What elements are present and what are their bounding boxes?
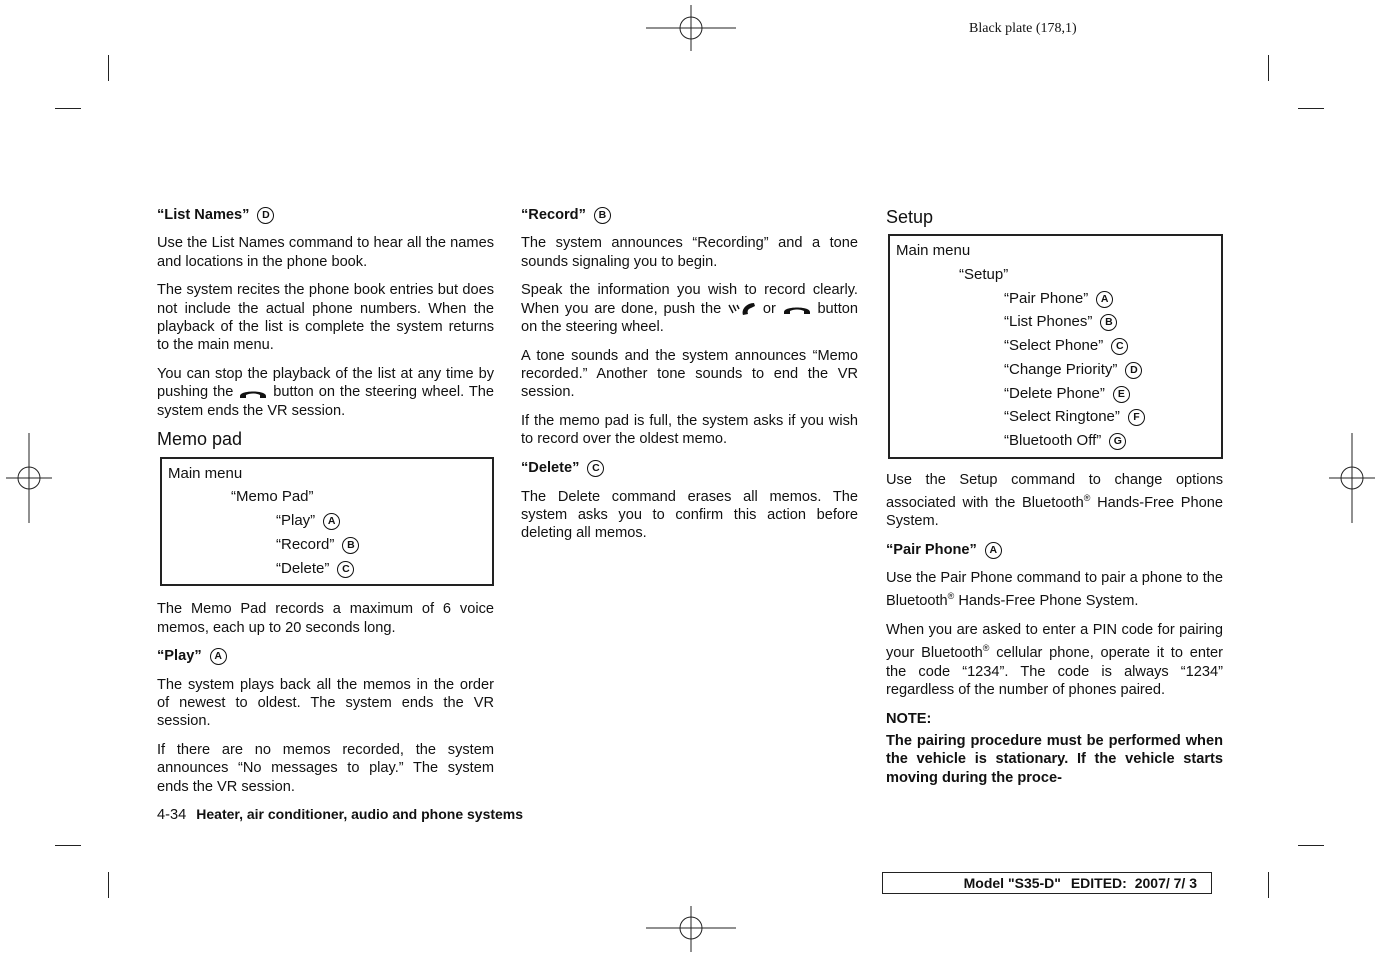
column-2 bbox=[521, 206, 858, 553]
phone-hangup-icon bbox=[238, 387, 268, 399]
setup-menu-box bbox=[888, 234, 1223, 458]
paragraph: The system announces “Recording” and a tone sounds signaling you to begin. bbox=[521, 235, 858, 270]
registration-mark-icon bbox=[646, 906, 736, 952]
column-3 bbox=[886, 206, 1223, 797]
badge-c: C bbox=[587, 460, 604, 477]
menu-item: “Delete Phone” E bbox=[896, 382, 1215, 406]
memo-pad-heading: Memo pad bbox=[157, 429, 243, 450]
model-value: "S35-D" bbox=[1007, 875, 1061, 891]
registration-mark-icon bbox=[6, 433, 52, 523]
section-title: Heater, air conditioner, audio and phone systems bbox=[196, 806, 524, 822]
delete-heading: “Delete” C bbox=[521, 459, 858, 477]
record-heading: “Record” B bbox=[521, 206, 858, 224]
note-text: The pairing procedure must be performed when the vehicle is stationary. If the vehicle starts moving during the proce- bbox=[886, 732, 1223, 786]
setup-heading: Setup bbox=[886, 207, 934, 227]
menu-item: “List Phones” B bbox=[896, 310, 1215, 334]
paragraph: The system recites the phone book entries but does not include the actual phone numbers. When the playback of the list is complete the system returns to the main menu. bbox=[157, 282, 494, 354]
crop-mark bbox=[55, 108, 81, 109]
paragraph: The system plays back all the memos in the order of newest to oldest. The system ends the VR session. bbox=[157, 676, 494, 730]
registration-mark-icon bbox=[1329, 433, 1375, 523]
paragraph: A tone sounds and the system announces “Memo recorded.” Another tone sounds to end the VR session. bbox=[521, 347, 858, 401]
badge-c: C bbox=[1111, 338, 1128, 355]
menu-item: “Record” B bbox=[168, 533, 486, 557]
note-heading: NOTE: bbox=[886, 710, 932, 727]
paragraph: If the memo pad is full, the system asks if you wish to record over the oldest memo. bbox=[521, 413, 858, 448]
model-label: Model bbox=[963, 875, 1005, 891]
crop-mark bbox=[1268, 872, 1269, 898]
page-footer bbox=[157, 806, 523, 823]
menu-sub: “Setup” bbox=[959, 266, 1009, 283]
badge-b: B bbox=[342, 537, 359, 554]
model-box bbox=[882, 872, 1212, 894]
crop-mark bbox=[1298, 108, 1324, 109]
badge-a: A bbox=[323, 513, 340, 530]
crop-mark bbox=[1268, 55, 1269, 81]
badge-g: G bbox=[1109, 433, 1126, 450]
paragraph: You can stop the playback of the list at any time by pushing the button on the steering wheel. The system ends the VR session. bbox=[157, 366, 494, 419]
paragraph: Speak the information you wish to record clearly. When you are done, push the or button on the steering wheel. bbox=[521, 282, 859, 335]
badge-c: C bbox=[337, 561, 354, 578]
edited-value: 2007/ 7/ 3 bbox=[1134, 875, 1197, 891]
column-1 bbox=[157, 206, 494, 806]
menu-item: “Play” A bbox=[168, 509, 486, 533]
crop-mark bbox=[1298, 845, 1324, 846]
badge-f: F bbox=[1128, 409, 1145, 426]
badge-b: B bbox=[1100, 314, 1117, 331]
badge-a: A bbox=[1096, 291, 1113, 308]
paragraph: The Delete command erases all memos. The system asks you to confirm this action before deleting all memos. bbox=[521, 488, 858, 542]
menu-item: “Delete” C bbox=[168, 557, 486, 581]
pair-phone-heading: “Pair Phone” A bbox=[886, 541, 1223, 559]
badge-a: A bbox=[210, 648, 227, 665]
registration-mark-icon bbox=[646, 5, 736, 51]
memo-pad-menu-box bbox=[160, 457, 494, 587]
paragraph: Use the Pair Phone command to pair a phone to the Bluetooth® Hands-Free Phone System. bbox=[886, 570, 1223, 610]
badge-b: B bbox=[594, 207, 611, 224]
voice-talk-icon bbox=[727, 301, 757, 317]
crop-mark bbox=[55, 845, 81, 846]
menu-item: “Select Ringtone” F bbox=[896, 405, 1215, 429]
badge-d: D bbox=[257, 207, 274, 224]
badge-e: E bbox=[1113, 386, 1130, 403]
menu-sub: “Memo Pad” bbox=[231, 488, 314, 506]
menu-root: Main menu bbox=[896, 242, 971, 260]
paragraph: If there are no memos recorded, the system announces “No messages to play.” The system ends the VR session. bbox=[157, 742, 494, 795]
menu-item: “Select Phone” C bbox=[896, 334, 1215, 358]
menu-item: “Pair Phone” A bbox=[896, 287, 1215, 311]
edited-label: EDITED: bbox=[1070, 875, 1127, 891]
crop-mark bbox=[108, 872, 109, 898]
list-names-heading: “List Names” D bbox=[157, 206, 494, 224]
phone-hangup-icon bbox=[782, 303, 812, 315]
paragraph: When you are asked to enter a PIN code for pairing your Bluetooth® cellular phone, operate it to enter the code “1234”. The code is always “1234” regardless of the number of phones paired. bbox=[886, 622, 1223, 698]
menu-item: “Bluetooth Off” G bbox=[896, 429, 1215, 453]
paragraph: Use the Setup command to change options associated with the Bluetooth® Hands-Free Phone System. bbox=[886, 471, 1223, 530]
paragraph: The Memo Pad records a maximum of 6 voice memos, each up to 20 seconds long. bbox=[157, 601, 494, 636]
page-number: 4-34 bbox=[157, 807, 187, 823]
paragraph: Use the List Names command to hear all the names and locations in the phone book. bbox=[157, 235, 494, 270]
plate-label: Black plate (178,1) bbox=[969, 21, 1077, 36]
badge-d: D bbox=[1125, 362, 1142, 379]
badge-a: A bbox=[985, 542, 1002, 559]
play-heading: “Play” A bbox=[157, 647, 494, 665]
crop-mark bbox=[108, 55, 109, 81]
menu-item: “Change Priority” D bbox=[896, 358, 1215, 382]
menu-root: Main menu bbox=[168, 464, 243, 482]
